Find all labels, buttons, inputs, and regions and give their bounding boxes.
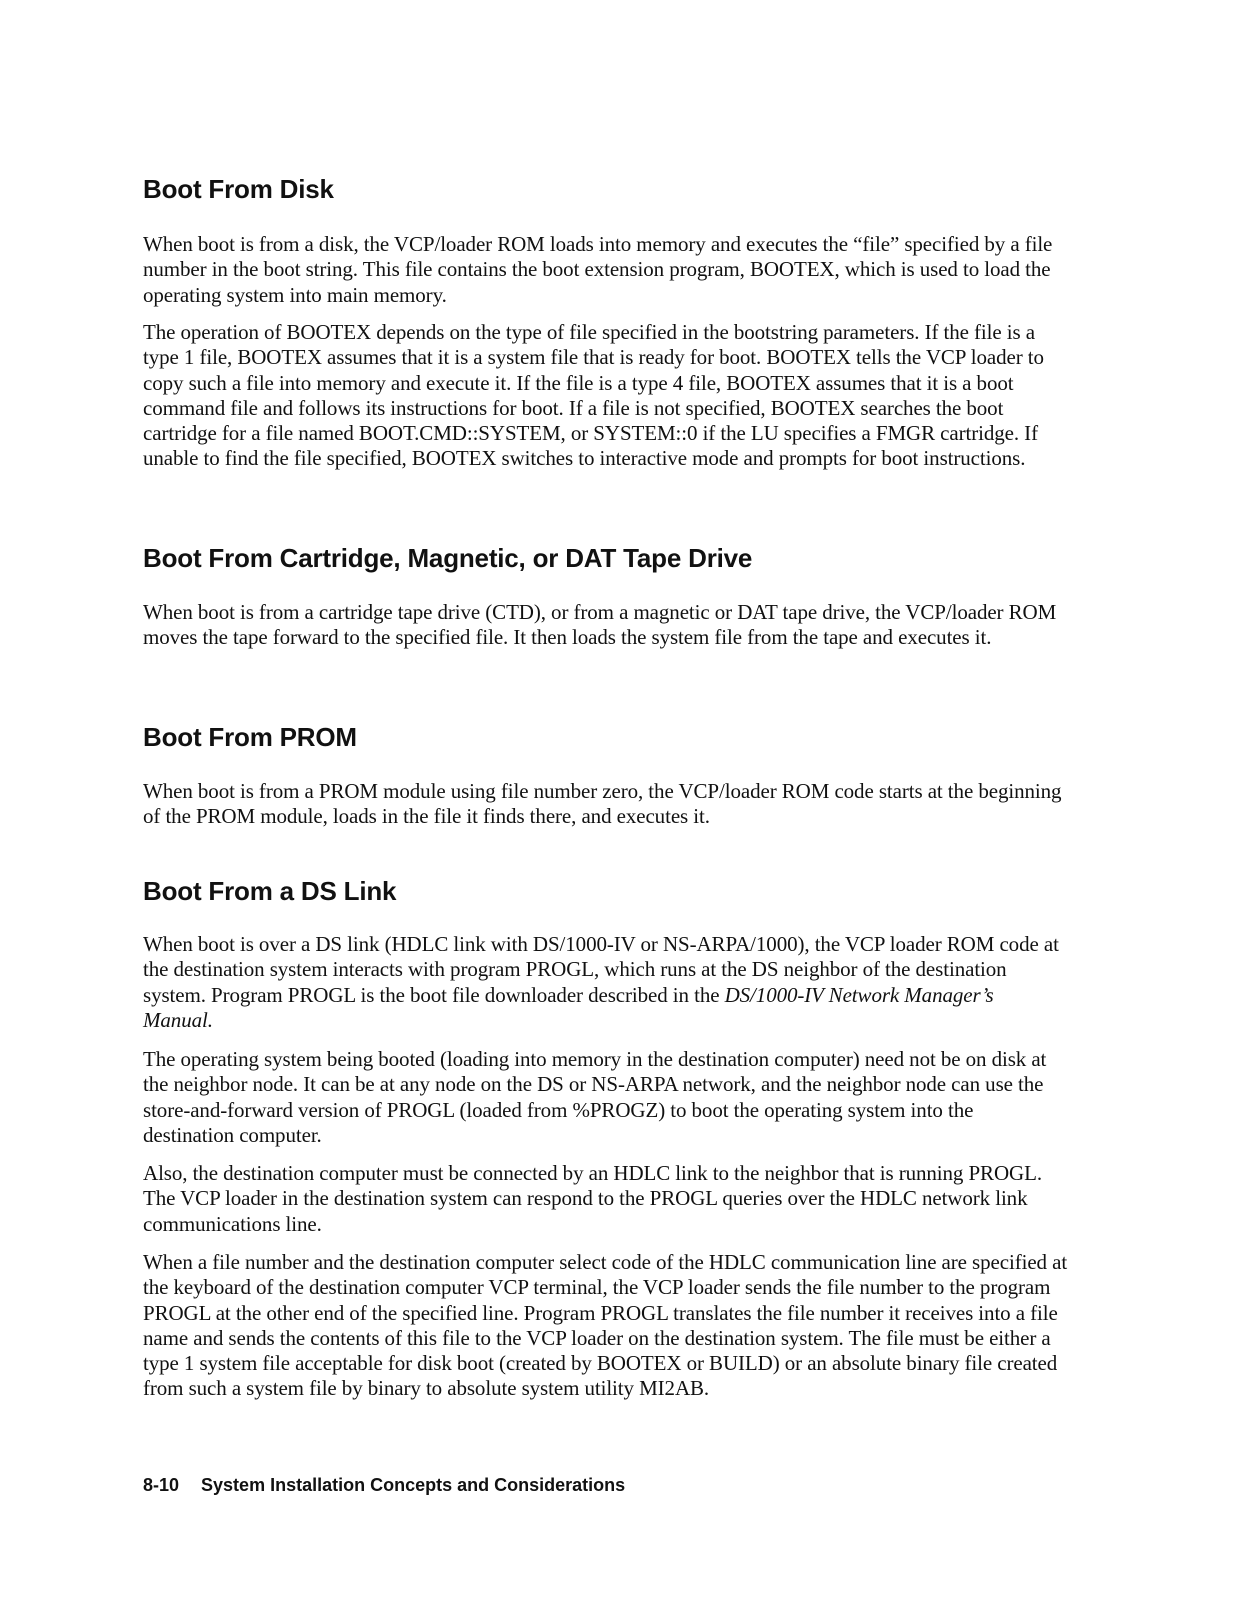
paragraph-disk-2: The operation of BOOTEX depends on the type of file specified in the bootstring parameters. If the file is a type 1 file, BOOTEX assumes that it is a system file that is ready for boot. BOOTEX tells the VCP loader to copy such a file into memory and execute it. If the file is a type 4 file, BOOTEX assumes that it is a boot command file and follows its instructions for boot. If a file is not specified, BOOTEX searches the boot cartridge for a file named BOOT.CMD::SYSTEM, or SYSTEM::0 if the LU specifies a FMGR cartridge. If unable to find the file specified, BOOTEX switches to interactive mode and prompts for boot instructions.: [143, 320, 1044, 471]
footer-title: System Installation Concepts and Considerations: [201, 1475, 626, 1495]
paragraph-ds-2: The operating system being booted (loading into memory in the destination computer) need not be on disk at the neighbor node. It can be at any node on the DS or NS-ARPA network, and the neighbor node can use the store-and-forward version of PROGL (loaded from %PROGZ) to boot the operating system into the destination computer.: [143, 1047, 1047, 1147]
section-heading-boot-from-disk: Boot From Disk: [143, 174, 334, 204]
section-heading-boot-from-ds-link: Boot From a DS Link: [143, 876, 397, 906]
paragraph-ds-3: Also, the destination computer must be connected by an HDLC link to the neighbor that is running PROGL. The VCP loader in the destination system can respond to the PROGL queries over the HDLC network link communications line.: [143, 1161, 1042, 1236]
page-number: 8-10: [143, 1475, 180, 1495]
page-footer: [143, 1474, 625, 1496]
paragraph-prom-1: When boot is from a PROM module using file number zero, the VCP/loader ROM code starts at the beginning of the PROM module, loads in the file it finds there, and executes it.: [143, 779, 1062, 829]
paragraph-ds-4: When a file number and the destination computer select code of the HDLC communication line are specified at the keyboard of the destination computer VCP terminal, the VCP loader sends the file number to the program PROGL at the other end of the specified line. Program PROGL translates the file number it receives into a file name and sends the contents of this file to the VCP loader on the destination system. The file must be either a type 1 system file acceptable for disk boot (created by BOOTEX or BUILD) or an absolute binary file created from such a system file by binary to absolute system utility MI2AB.: [143, 1250, 1068, 1401]
paragraph-ds-1-text: When boot is over a DS link (HDLC link with DS/1000-IV or NS-ARPA/1000), the VCP loader ROM code at the destination system interacts with program PROGL, which runs at the DS neighbor of the destination system. Program PROGL is the boot file downloader described in the: [143, 932, 1059, 1007]
paragraph-disk-1: When boot is from a disk, the VCP/loader ROM loads into memory and executes the “file” specified by a file number in the boot string. This file contains the boot extension program, BOOTEX, which is used to load the operating system into main memory.: [143, 232, 1053, 307]
paragraph-tape-1: When boot is from a cartridge tape drive (CTD), or from a magnetic or DAT tape drive, the VCP/loader ROM moves the tape forward to the specified file. It then loads the system file from the tape and executes it.: [143, 600, 1057, 650]
section-heading-boot-from-tape: Boot From Cartridge, Magnetic, or DAT Tape Drive: [143, 543, 753, 573]
paragraph-ds-1: [143, 932, 1068, 1033]
section-heading-boot-from-prom: Boot From PROM: [143, 722, 357, 752]
manual-title: DS/1000-IV Network Manager’s Manual.: [143, 982, 994, 1032]
